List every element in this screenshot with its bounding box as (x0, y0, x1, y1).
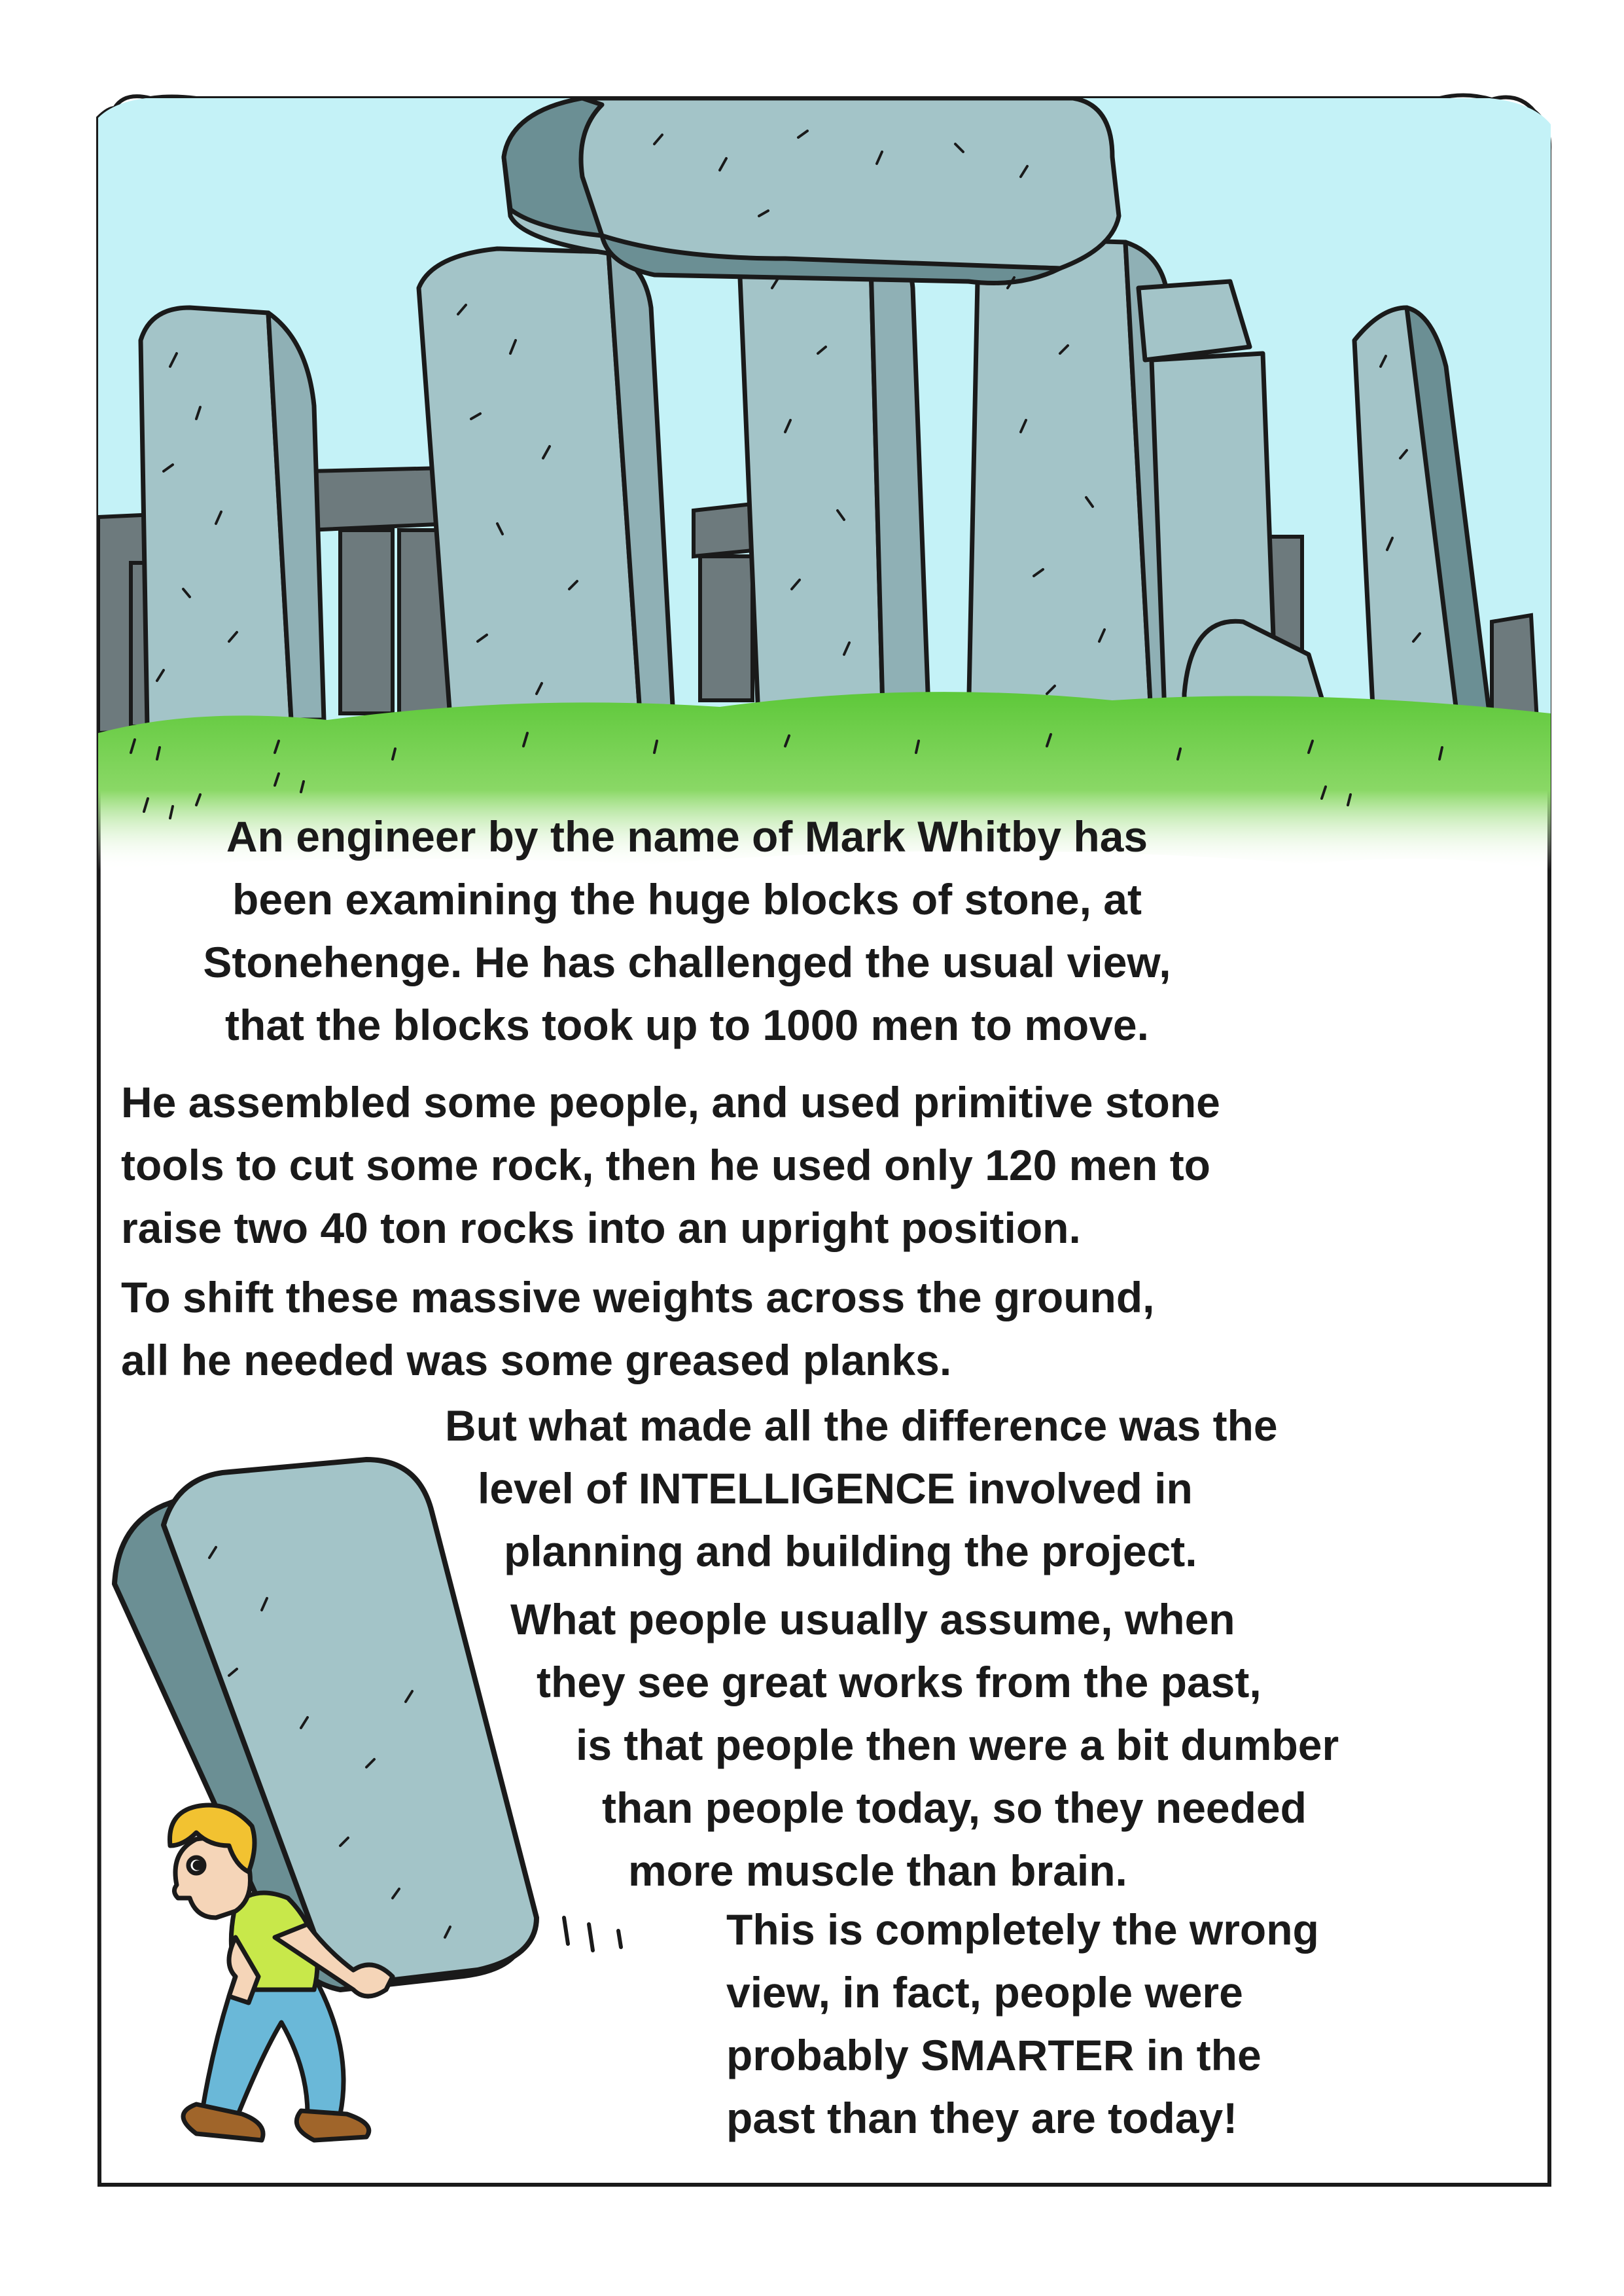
planks-paragraph (121, 1266, 1155, 1391)
intro-line: An engineer by the name of Mark Whitby has (226, 812, 1148, 861)
intelligence-line: level of INTELLIGENCE involved in (478, 1464, 1193, 1513)
conclusion-line: past than they are today! (726, 2094, 1238, 2142)
conclusion-line: This is completely the wrong (726, 1905, 1319, 1954)
experiment-paragraph (121, 1071, 1220, 1259)
assumption-paragraph (510, 1588, 1339, 1902)
intro-line: that the blocks took up to 1000 men to move. (225, 1001, 1149, 1049)
intelligence-line: planning and building the project. (504, 1527, 1197, 1575)
experiment-line: He assembled some people, and used primitive stone (121, 1078, 1220, 1126)
experiment-line: raise two 40 ton rocks into an upright position. (121, 1204, 1081, 1252)
intelligence-line: But what made all the difference was the (445, 1401, 1278, 1450)
intelligence-paragraph (445, 1394, 1278, 1583)
conclusion-line: probably SMARTER in the (726, 2031, 1262, 2079)
intro-line: been examining the huge blocks of stone, at (232, 875, 1142, 924)
experiment-line: tools to cut some rock, then he used only 120 men to (121, 1141, 1210, 1189)
assumption-line: they see great works from the past, (537, 1658, 1262, 1706)
conclusion-paragraph (726, 1898, 1319, 2149)
intro-line: Stonehenge. He has challenged the usual view, (203, 938, 1171, 986)
planks-line: To shift these massive weights across the ground, (121, 1273, 1155, 1321)
conclusion-line: view, in fact, people were (726, 1968, 1243, 2017)
assumption-line: is that people then were a bit dumber (576, 1721, 1339, 1769)
assumption-line: than people today, so they needed (602, 1784, 1307, 1832)
assumption-line: more muscle than brain. (628, 1846, 1127, 1895)
planks-line: all he needed was some greased planks. (121, 1336, 952, 1384)
assumption-line: What people usually assume, when (510, 1595, 1235, 1643)
intro-paragraph (131, 805, 1243, 1056)
